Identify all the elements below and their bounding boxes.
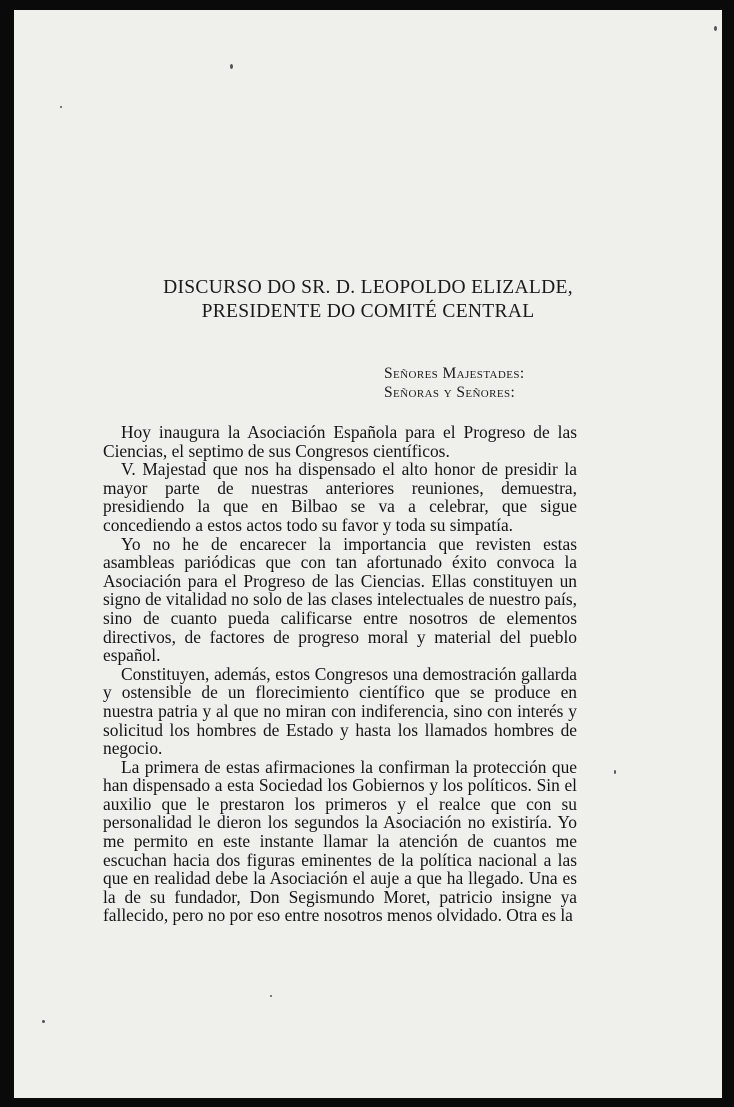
paragraph: La primera de estas afirmaciones la confirman la protección que han dispensado a esta Sociedad los Gobiernos y los políticos. Sin el auxilio que le prestaron los primeros y el realce que con su personalidad le dieron los segundos la Asociación no existiría. Yo me permito en este instante llamar la atención de cuantos me escuchan hacia dos figuras eminentes de la política nacional a las que en realidad debe la Asociación el auje a que ha llegado. Una es la de su fundador, Don Segismundo Moret, patricio insigne ya fallecido, pero no por eso entre nosotros menos olvidado. Otra es la bbox=[103, 756, 577, 926]
paper-speck bbox=[60, 106, 62, 108]
paragraph: Yo no he de encarecer la importancia que revisten estas asambleas pariódicas que con tan afortunado éxito convoca la Asociación para el Progreso de las Ciencias. Ellas constituyen un signo de vitalidad no solo de las clases intelectuales de nuestro país, sino de cuanto pueda calificarse entre nosotros de elementos directivos, de factores de progreso moral y material del pueblo español. bbox=[103, 533, 577, 666]
paper-speck bbox=[270, 995, 272, 997]
speech-body bbox=[103, 423, 577, 925]
salutation bbox=[384, 364, 525, 402]
paragraph: Constituyen, además, estos Congresos una demostración gallarda y ostensible de un florecimiento científico que se produce en nuestra patria y al que no miran con indiferencia, sino con interés y solicitud los hombres de Estado y hasta los llamados hombres de negocio. bbox=[103, 663, 577, 759]
paper-speck bbox=[42, 1020, 45, 1023]
document-page bbox=[14, 10, 722, 1098]
paragraph: V. Majestad que nos ha dispensado el alto honor de presidir la mayor parte de nuestras anteriores reuniones, demuestra, presidiendo la que en Bilbao se va a celebrar, que sigue concediendo a estos actos todo su favor y toda su simpatía. bbox=[103, 459, 577, 535]
paper-speck bbox=[614, 770, 616, 774]
speech-title bbox=[14, 276, 722, 324]
paper-speck bbox=[230, 64, 233, 69]
salutation-line-1: Señores Majestades: bbox=[384, 365, 525, 382]
title-line-1: DISCURSO DO SR. D. LEOPOLDO ELIZALDE, bbox=[163, 277, 573, 298]
salutation-line-2: Señoras y Señores: bbox=[384, 384, 516, 401]
paper-speck bbox=[714, 26, 717, 31]
paragraph: Hoy inaugura la Asociación Española para el Progreso de las Ciencias, el septimo de sus Congresos científicos. bbox=[103, 422, 577, 461]
title-line-2: PRESIDENTE DO COMITÉ CENTRAL bbox=[201, 301, 535, 322]
